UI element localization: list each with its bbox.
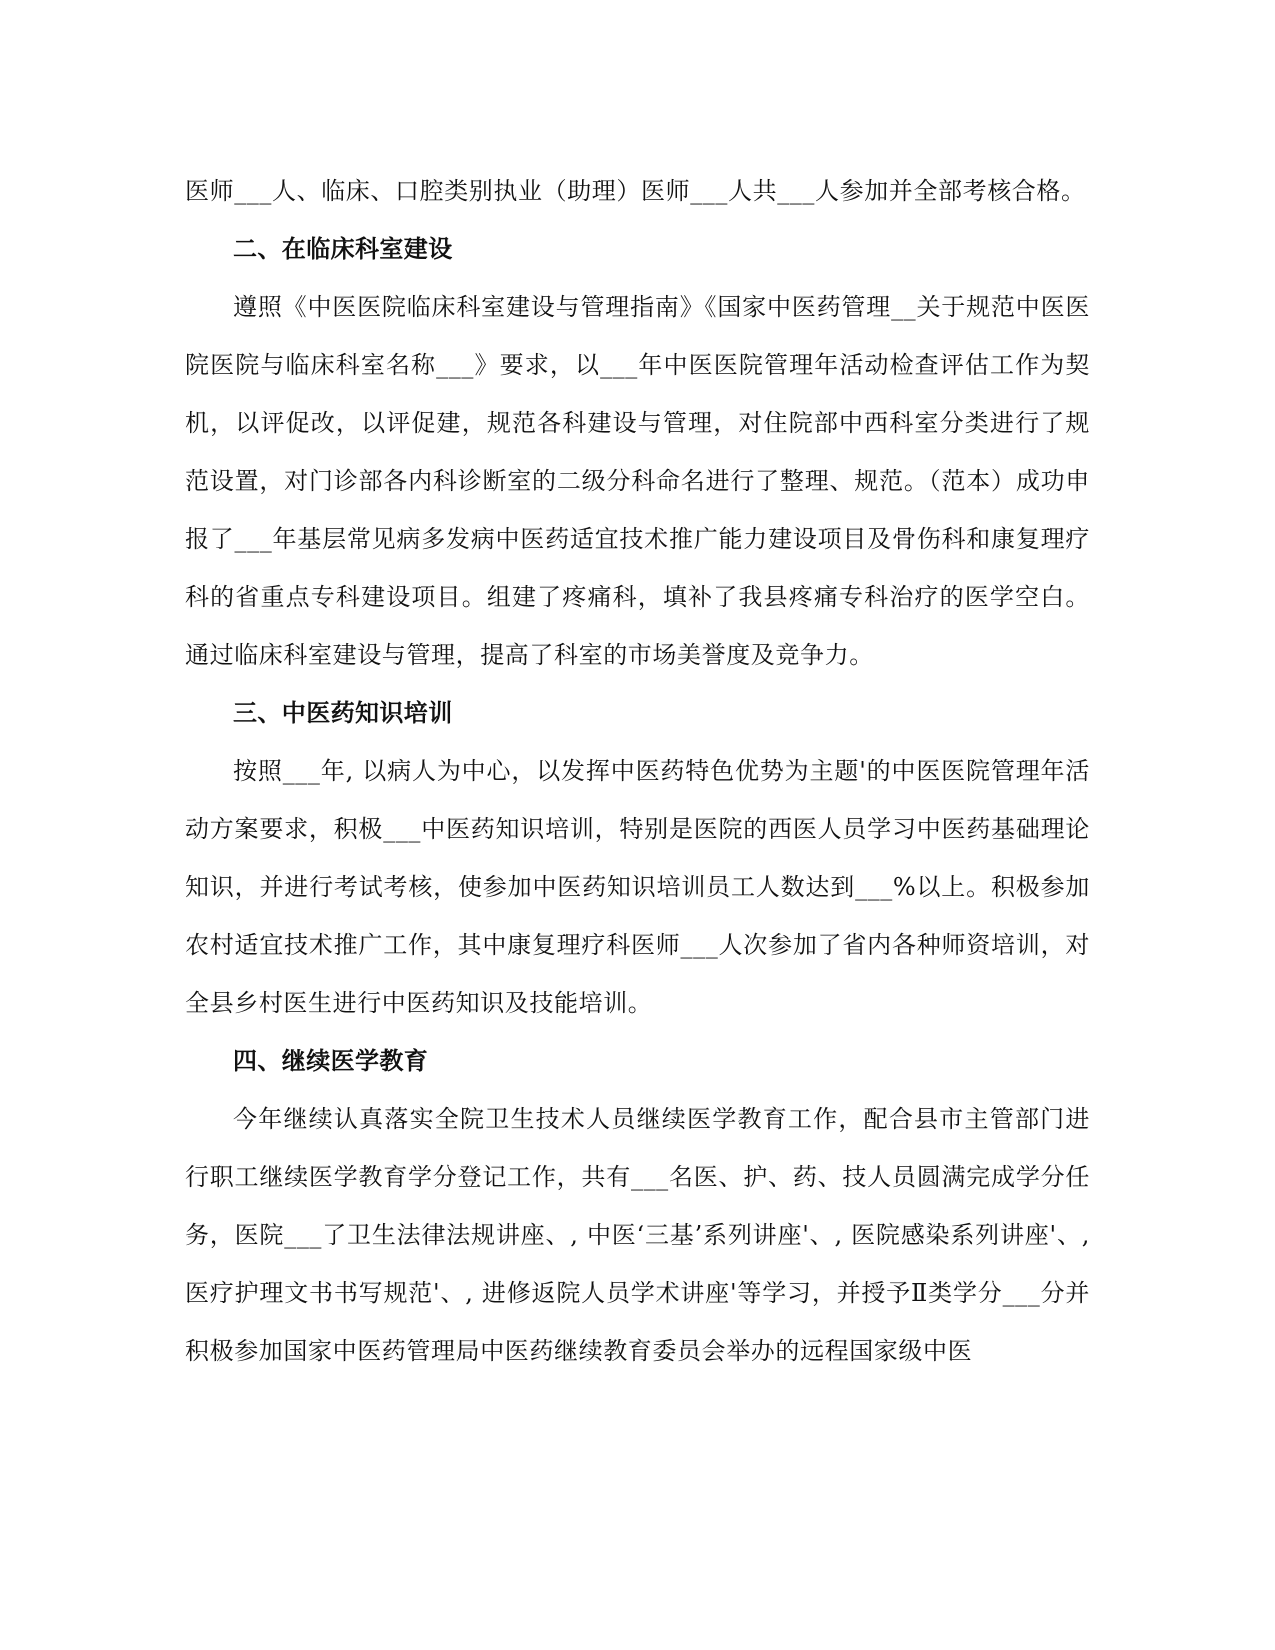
section-heading-continuing-education: 四、继续医学教育 — [233, 1047, 429, 1075]
section-body-tcm-training: 按照___年, 以病人为中心，以发挥中医药特色优势为主题'的中医医院管理年活动方案要求，积极___中医药知识培训，特别是医院的西医人员学习中医药基础理论知识，并进行考试考核，使参加中医药知识培训员工人数达到___%以上。积极参加农村适宜技术推广工作，其中康复理疗科医师___人次参加了省内各种师资培训，对全县乡村医生进行中医药知识及技能培训。 — [185, 757, 1090, 1017]
section-body-clinical-departments: 遵照《中医医院临床科室建设与管理指南》《国家中医药管理__关于规范中医医院医院与临床科室名称___》要求，以___年中医医院管理年活动检查评估工作为契机，以评促改，以评促建，规范各科建设与管理，对住院部中西科室分类进行了规范设置，对门诊部各内科诊断室的二级分科命名进行了整理、规范。（范本）成功申报了___年基层常见病多发病中医药适宜技术推广能力建设项目及骨伤科和康复理疗科的省重点专科建设项目。组建了疼痛科，填补了我县疼痛专科治疗的医学空白。通过临床科室建设与管理，提高了科室的市场美誉度及竞争力。 — [185, 293, 1090, 669]
section-heading-clinical-departments: 二、在临床科室建设 — [233, 235, 453, 263]
section-body-continuing-education: 今年继续认真落实全院卫生技术人员继续医学教育工作，配合县市主管部门进行职工继续医学教育学分登记工作，共有___名医、护、药、技人员圆满完成学分任务，医院___了卫生法律法规讲座、, 中医‘三基’系列讲座'、, 医院感染系列讲座'、, 医疗护理文书书写规范'、, 进修返院人员学术讲座'等学习，并授予Ⅱ类学分___分并积极参加国家中医药管理局中医药继续教育委员会举办的远程国家级中医 — [185, 1105, 1090, 1365]
continuation-paragraph: 医师___人、临床、口腔类别执业（助理）医师___人共___人参加并全部考核合格。 — [185, 177, 1086, 205]
document-body — [185, 162, 1090, 1380]
section-heading-tcm-training: 三、中医药知识培训 — [233, 699, 453, 727]
